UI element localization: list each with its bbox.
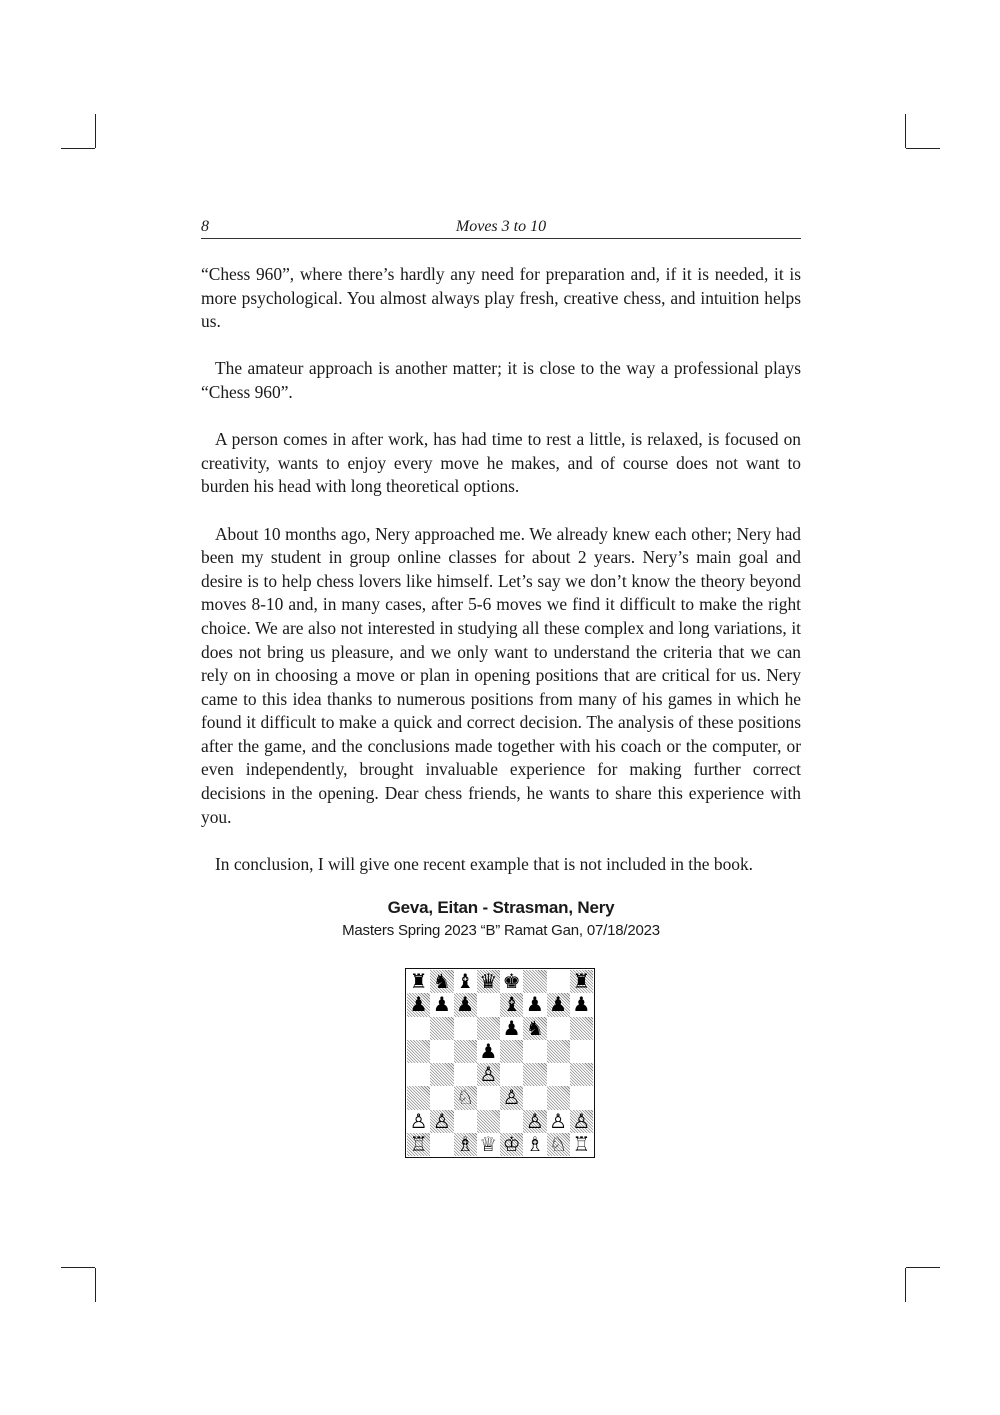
game-header xyxy=(201,898,801,939)
page-number: 8 xyxy=(201,218,209,235)
board-square-b6 xyxy=(430,1017,453,1040)
board-square-a3 xyxy=(407,1086,430,1109)
crop-mark-bottom-left-vertical xyxy=(95,1268,96,1302)
white-pawn-icon: ♙ xyxy=(409,1108,428,1133)
black-knight-icon: ♞ xyxy=(525,1015,544,1040)
black-pawn-icon: ♟ xyxy=(409,992,428,1017)
board-square-g6 xyxy=(547,1017,570,1040)
board-square-c6 xyxy=(454,1017,477,1040)
black-pawn-icon: ♟ xyxy=(456,992,475,1017)
black-pawn-icon: ♟ xyxy=(479,1038,498,1063)
black-knight-icon: ♞ xyxy=(432,969,451,993)
board-square-f8 xyxy=(523,970,546,993)
white-pawn-icon: ♙ xyxy=(432,1108,451,1133)
paragraph: In conclusion, I will give one recent example that is not included in the book. xyxy=(215,853,754,874)
board-square-h6 xyxy=(570,1017,593,1040)
board-square-d6 xyxy=(477,1017,500,1040)
board-square-f4 xyxy=(523,1063,546,1086)
paragraph: A person comes in after work, has had time to rest a little, is relaxed, is focused on creativity, wants to enjoy every move he makes, and of course does not want to burden his head with long theoretical options. xyxy=(201,429,801,497)
black-pawn-icon: ♟ xyxy=(432,992,451,1017)
white-king-icon: ♔ xyxy=(502,1131,521,1156)
board-square-a4 xyxy=(407,1063,430,1086)
board-square-f5 xyxy=(523,1040,546,1063)
game-event: Masters Spring 2023 “B” Ramat Gan, 07/18/2023 xyxy=(342,922,660,939)
crop-mark-top-left-vertical xyxy=(95,114,96,148)
board-square-c5 xyxy=(454,1040,477,1063)
board-square-c2 xyxy=(454,1110,477,1133)
board-square-b3 xyxy=(430,1086,453,1109)
board-square-g5 xyxy=(547,1040,570,1063)
body-text xyxy=(201,263,801,900)
white-pawn-icon: ♙ xyxy=(572,1108,591,1133)
chess-diagram xyxy=(405,968,595,1158)
black-pawn-icon: ♟ xyxy=(525,992,544,1017)
white-pawn-icon: ♙ xyxy=(479,1062,498,1086)
crop-mark-top-right-horizontal xyxy=(906,148,940,149)
board-square-e2 xyxy=(500,1110,523,1133)
black-rook-icon: ♜ xyxy=(572,969,591,993)
white-rook-icon: ♖ xyxy=(572,1131,591,1156)
chess-board xyxy=(407,970,593,1156)
black-bishop-icon: ♝ xyxy=(456,969,475,993)
game-players: Geva, Eitan - Strasman, Nery xyxy=(387,898,615,917)
board-square-d7 xyxy=(477,993,500,1016)
board-square-h5 xyxy=(570,1040,593,1063)
board-square-b5 xyxy=(430,1040,453,1063)
board-square-b1 xyxy=(430,1133,453,1156)
board-square-f3 xyxy=(523,1086,546,1109)
white-bishop-icon: ♗ xyxy=(525,1131,544,1156)
board-square-d2 xyxy=(477,1110,500,1133)
black-pawn-icon: ♟ xyxy=(502,1015,521,1040)
white-bishop-icon: ♗ xyxy=(456,1131,475,1156)
crop-mark-top-right-vertical xyxy=(905,114,906,148)
board-square-e5 xyxy=(500,1040,523,1063)
black-king-icon: ♚ xyxy=(502,969,521,993)
white-knight-icon: ♘ xyxy=(456,1085,475,1110)
black-pawn-icon: ♟ xyxy=(549,992,568,1017)
black-rook-icon: ♜ xyxy=(409,969,428,993)
board-square-h3 xyxy=(570,1086,593,1109)
crop-mark-bottom-right-vertical xyxy=(905,1268,906,1302)
page-header xyxy=(201,216,801,239)
paragraph: The amateur approach is another matter; it is close to the way a professional plays “Chess 960”. xyxy=(201,358,801,402)
crop-mark-bottom-right-horizontal xyxy=(906,1267,940,1268)
board-square-c4 xyxy=(454,1063,477,1086)
board-square-h4 xyxy=(570,1063,593,1086)
white-knight-icon: ♘ xyxy=(549,1131,568,1156)
board-square-d3 xyxy=(477,1086,500,1109)
white-pawn-icon: ♙ xyxy=(525,1108,544,1133)
board-square-g3 xyxy=(547,1086,570,1109)
board-square-a6 xyxy=(407,1017,430,1040)
black-bishop-icon: ♝ xyxy=(502,992,521,1017)
black-queen-icon: ♛ xyxy=(479,969,498,993)
white-pawn-icon: ♙ xyxy=(502,1085,521,1110)
board-square-a5 xyxy=(407,1040,430,1063)
board-square-g4 xyxy=(547,1063,570,1086)
white-rook-icon: ♖ xyxy=(409,1131,428,1156)
board-square-b4 xyxy=(430,1063,453,1086)
white-queen-icon: ♕ xyxy=(479,1131,498,1156)
black-pawn-icon: ♟ xyxy=(572,992,591,1017)
paragraph: About 10 months ago, Nery approached me. We already knew each other; Nery had been my student in group online classes for about 2 years. Nery’s main goal and desire is to help chess lovers like himself. Let’s say we don’t know the theory beyond moves 8-10 and, in many cases, after 5-6 moves we find it difficult to make the right choice. We are also not interested in studying all these complex and long variations, it does not bring us pleasure, and we only want to understand the criteria that we can rely on in choosing a move or plan in opening positions that are critical for us. Nery came to this idea thanks to numerous positions from many of his games in which he found it difficult to make a quick and correct decision. The analysis of these positions after the game, and the conclusions made together with his coach or the computer, or even independently, brought invaluable experience for making further correct decisions in the opening. Dear chess friends, he wants to share this experience with you. xyxy=(201,523,801,827)
paragraph: “Chess 960”, where there’s hardly any need for preparation and, if it is needed, it is more psychological. You almost always play fresh, creative chess, and intuition helps us. xyxy=(201,264,801,332)
board-square-g8 xyxy=(547,970,570,993)
board-square-e4 xyxy=(500,1063,523,1086)
white-pawn-icon: ♙ xyxy=(549,1108,568,1133)
crop-mark-bottom-left-horizontal xyxy=(61,1267,95,1268)
crop-mark-top-left-horizontal xyxy=(61,148,95,149)
running-title: Moves 3 to 10 xyxy=(455,218,547,235)
